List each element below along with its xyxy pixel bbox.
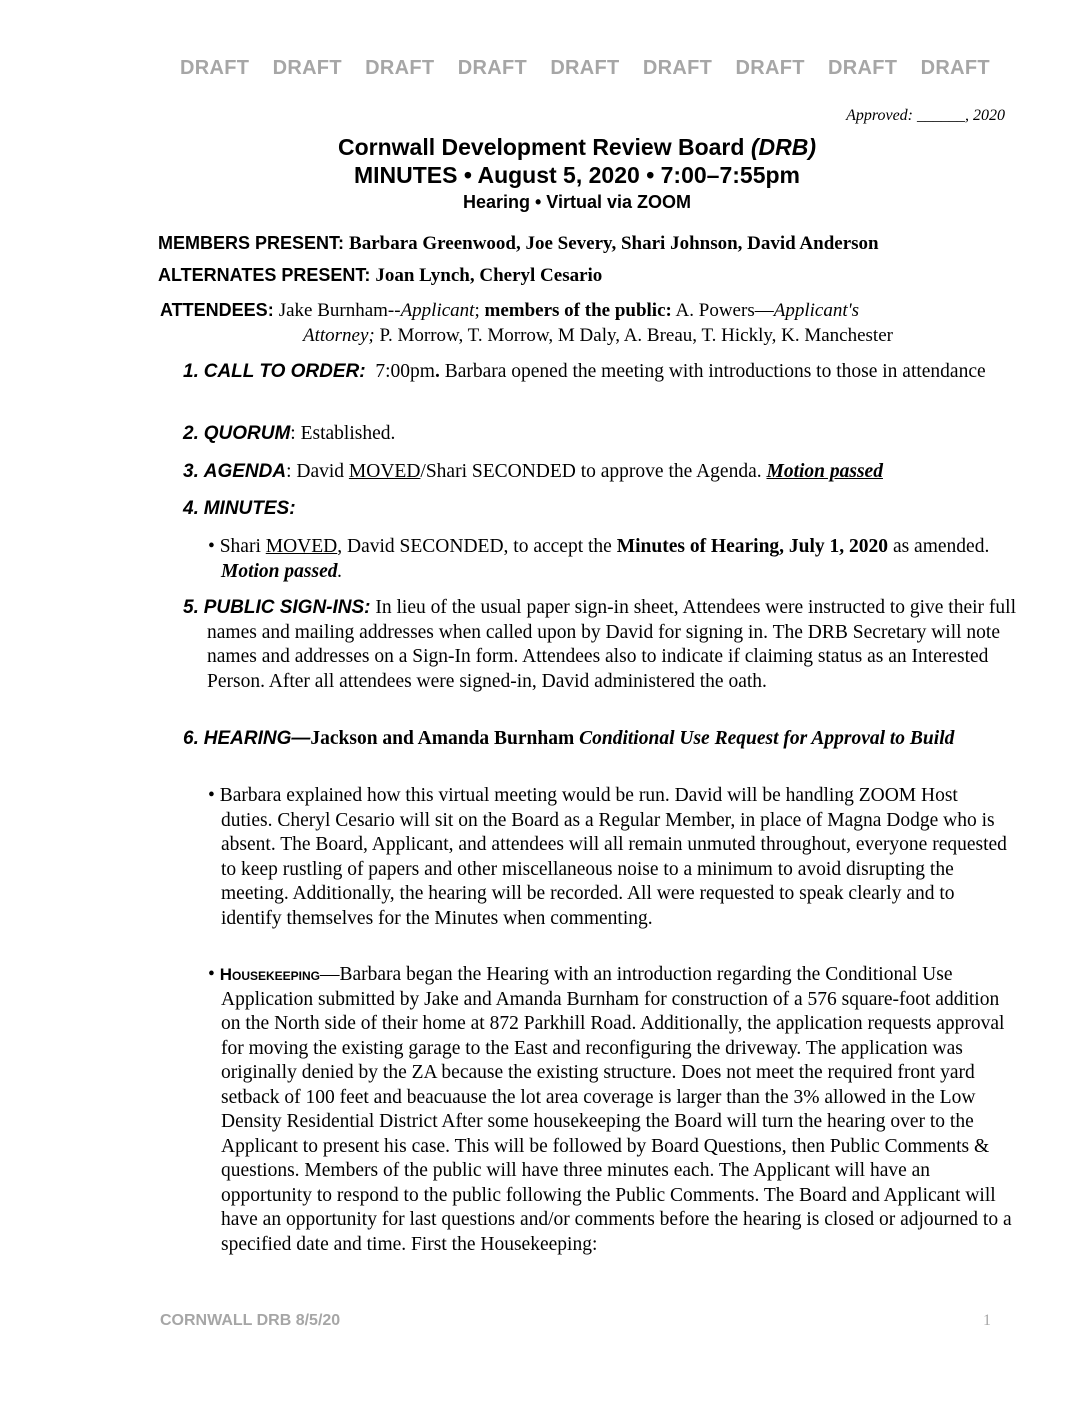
attendees-public-label: members of the public: xyxy=(484,300,672,321)
bullet: • xyxy=(208,536,215,557)
section-minutes xyxy=(183,497,1037,522)
section-number: 5. xyxy=(183,597,199,618)
item-text: —Barbara began the Hearing with an introduction regarding the Conditional Use Application submitted by Jake and Amanda Burnham for construction of a 576 square-foot addition on the North side of their home at 872 Parkhill Road. Additionally, the application requests approval for moving the existing garage to the East and reconfiguring the driveway. The application was originally denied by the ZA because the existing structure. Does not meet the required front yard setback of 100 feet and beacuause the lot area coverage is larger than the 3% allowed in the Low Density Residential District After some housekeeping the Board will turn the hearing over to the Applicant to present his case. This will be followed by Board Questions, then Public Comments & questions. Members of the public will have three minutes each. The Applicant will have an opportunity to respond to the public following the Public Comments. The Board and Applicant will have an opportunity for last questions and/or comments before the hearing is closed or adjourned to a specified date and time. First the Housekeeping: xyxy=(221,964,1012,1255)
section-heading: QUORUM xyxy=(203,423,291,444)
section-heading: AGENDA xyxy=(203,461,287,482)
section-heading: CALL TO ORDER: xyxy=(203,361,366,382)
alternates-label: ALTERNATES PRESENT xyxy=(158,265,365,285)
section-number: 3. xyxy=(183,461,199,482)
moved-text: MOVED xyxy=(348,461,421,482)
section-quorum xyxy=(183,422,1037,447)
attendees-text: ; xyxy=(474,300,485,321)
call-time: 7:00pm xyxy=(375,361,435,382)
section-heading: HEARING— xyxy=(203,728,311,749)
footer-label: CORNWALL DRB 8/5/20 xyxy=(160,1312,341,1329)
housekeeping-item xyxy=(208,963,1013,1257)
section-text: Barbara opened the meeting with introductions to those in attendance xyxy=(439,361,986,382)
section-call-to-order xyxy=(183,360,1037,385)
bullet: • xyxy=(208,964,215,985)
attendees-text: P. Morrow, T. Morrow, M Daly, A. Breau, T. Hickly, K. Manchester xyxy=(374,325,893,346)
draft-mark: DRAFT xyxy=(180,57,250,79)
moved-text: MOVED xyxy=(265,536,338,557)
section-hearing xyxy=(183,727,1037,752)
members-label: MEMBERS PRESENT xyxy=(158,233,339,253)
request-title: Conditional Use Request for Approval to Build xyxy=(579,728,955,749)
item-text: Shari xyxy=(219,536,266,557)
title-block xyxy=(0,133,1088,214)
title-main: Cornwall Development Review Board xyxy=(338,134,751,160)
item-text: as amended. xyxy=(888,536,990,557)
motion-result: Motion passed xyxy=(221,560,338,582)
punct: . xyxy=(434,361,440,382)
punct: . xyxy=(337,560,343,582)
item-text: , David SECONDED, to accept the xyxy=(337,536,617,557)
housekeeping-heading: Housekeeping xyxy=(219,965,320,984)
section-number: 2. xyxy=(183,423,199,444)
section-text: : David xyxy=(286,461,349,482)
draft-mark: DRAFT xyxy=(920,57,990,79)
item-text: Barbara explained how this virtual meeting would be run. David will be handling ZOOM Host duties. Cheryl Cesario will sit on the Board as a Regular Member, in place of Magna Dodge who is absent. The Board, Applicant, and attendees will all remain unmuted throughout, everyone requested to keep rustling of papers and other miscellaneous noise to a minimum to avoid disrupting the meeting. Additionally, the hearing will be recorded. All were requested to speak clearly and to identify themselves for the Minutes when commenting. xyxy=(219,785,1007,929)
alternates-value: Joan Lynch, Cheryl Cesario xyxy=(375,265,603,286)
attendees-label: ATTENDEES xyxy=(160,300,268,320)
members-present xyxy=(158,233,879,255)
page-number: 1 xyxy=(983,1312,991,1329)
page-title xyxy=(66,133,1088,161)
draft-mark: DRAFT xyxy=(365,57,435,79)
section-number: 4. xyxy=(183,498,199,519)
draft-mark: DRAFT xyxy=(272,57,342,79)
meeting-type-line: Hearing • Virtual via ZOOM xyxy=(462,192,692,212)
draft-mark: DRAFT xyxy=(735,57,805,79)
section-text: : Established. xyxy=(290,423,396,444)
bullet: • xyxy=(208,785,215,806)
draft-mark: DRAFT xyxy=(457,57,527,79)
section-public-sign-ins xyxy=(183,596,1037,694)
colon: : xyxy=(267,300,279,320)
hearing-procedure-item xyxy=(208,784,1013,931)
attendees-text: Jake Burnham-- xyxy=(278,300,401,321)
section-heading: MINUTES: xyxy=(203,498,296,519)
attendees-text: A. Powers— xyxy=(671,300,774,321)
approved-line: Approved: ______, 2020 xyxy=(846,107,1005,124)
members-value: Barbara Greenwood, Joe Severy, Shari Johnson, David Anderson xyxy=(349,233,879,254)
colon: : xyxy=(364,265,376,285)
section-number: 1. xyxy=(183,361,199,382)
attendees-role: Applicant's xyxy=(773,300,860,321)
draft-mark: DRAFT xyxy=(642,57,713,79)
applicant-names: Jackson and Amanda Burnham xyxy=(310,728,580,749)
draft-watermark xyxy=(180,57,990,80)
section-agenda xyxy=(183,460,1037,485)
section-text: In lieu of the usual paper sign-in sheet, Attendees were instructed to give their full names and mailing addresses when called upon by David for signing in. The DRB Secretary will note names and addresses on a Sign-In form. Attendees also to indicate if claiming status as an Interested Person. After all attendees were signed-in, David administered the oath. xyxy=(207,597,1016,692)
motion-result: Motion passed xyxy=(766,461,883,482)
draft-mark: DRAFT xyxy=(828,57,898,79)
meeting-date-line: MINUTES • August 5, 2020 • 7:00–7:55pm xyxy=(353,162,800,188)
draft-mark: DRAFT xyxy=(550,57,620,79)
title-abbrev: (DRB) xyxy=(750,134,816,160)
section-number: 6. xyxy=(183,728,199,749)
section-heading: PUBLIC SIGN-INS: xyxy=(203,597,371,618)
minutes-reference: Minutes of Hearing, July 1, 2020 xyxy=(616,536,889,557)
attendees xyxy=(160,298,1020,348)
minutes-motion-item xyxy=(208,535,1013,584)
alternates-present xyxy=(158,265,602,287)
colon: : xyxy=(338,233,350,253)
attendees-role: Applicant xyxy=(400,300,475,321)
attendees-role: Attorney; xyxy=(303,325,375,346)
section-text: /Shari SECONDED to approve the Agenda. xyxy=(420,461,767,482)
